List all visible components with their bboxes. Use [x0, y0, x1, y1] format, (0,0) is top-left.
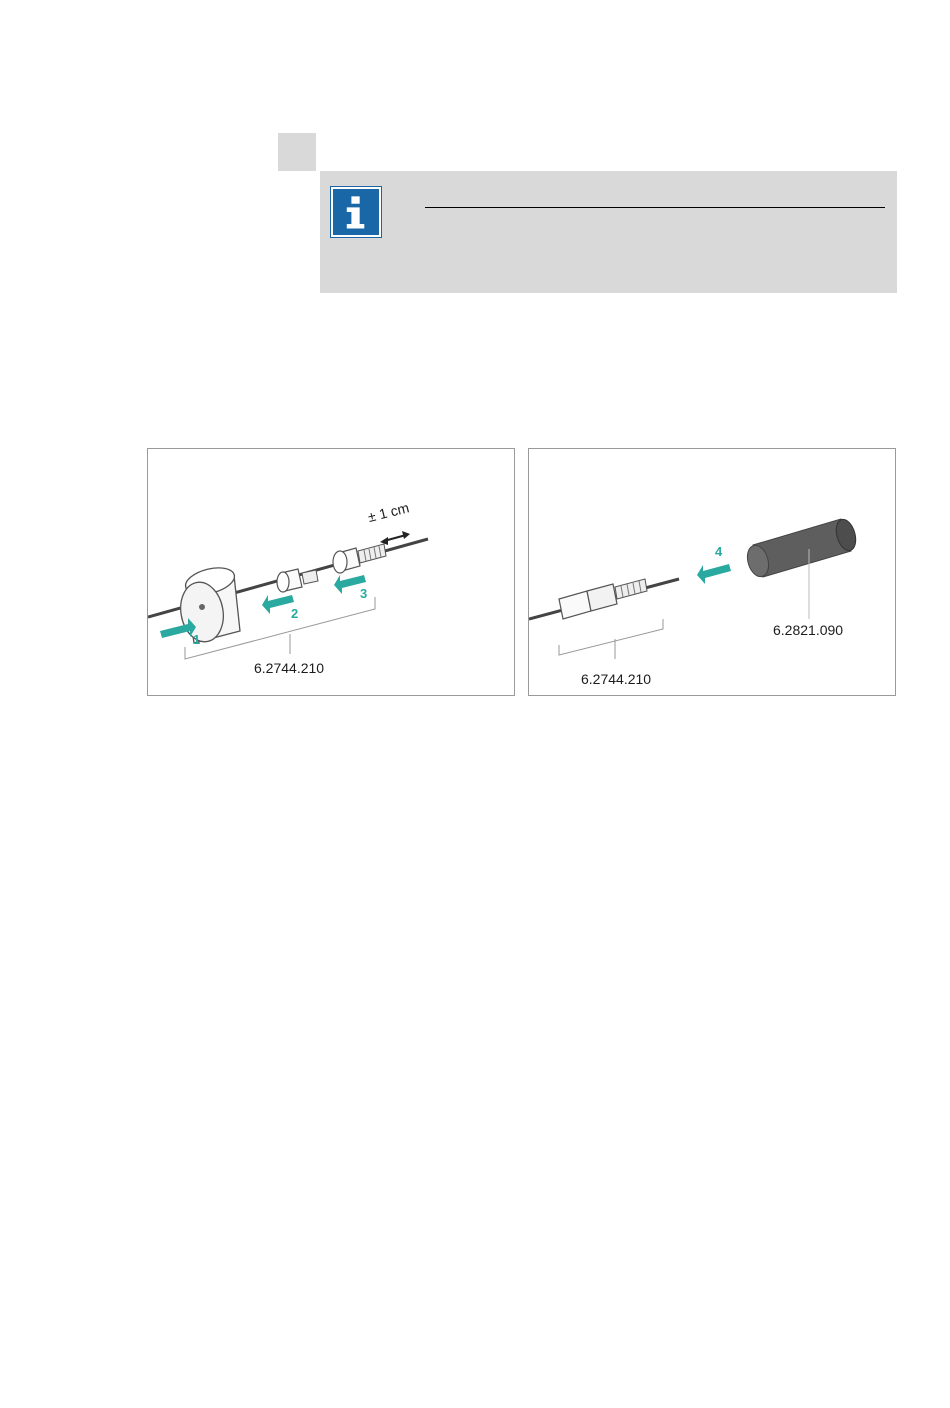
- protective-cap: [744, 517, 859, 619]
- step-arrow-1: [160, 618, 196, 638]
- step-label-4: 4: [715, 544, 723, 559]
- step-label-1: 1: [193, 632, 201, 647]
- cap-assembly-illustration: [529, 449, 895, 695]
- dimension-label: ± 1 cm: [366, 499, 411, 525]
- step-label-2: 2: [291, 606, 299, 621]
- connector-fitting: [559, 579, 647, 619]
- cap-part-number: 6.2821.090: [773, 622, 844, 638]
- step-label-3: 3: [360, 586, 368, 601]
- cylinder-body: [176, 563, 240, 645]
- figure-disassembly: [147, 448, 515, 696]
- note-title-divider: [425, 207, 885, 208]
- step-arrow-4: [697, 564, 731, 584]
- step-marker-box: [278, 133, 316, 171]
- info-icon: [331, 187, 381, 237]
- part-number-label: 6.2744.210: [254, 660, 325, 676]
- figure-cap-assembly: [528, 448, 896, 696]
- connector-part-number: 6.2744.210: [581, 671, 652, 687]
- step-arrow-2: [262, 595, 294, 614]
- info-note: [320, 171, 897, 293]
- fitting-nut-1: [277, 569, 318, 592]
- fitting-nut-2: [333, 544, 386, 573]
- dimension-arrow: [380, 531, 410, 545]
- disassembly-illustration: [148, 449, 514, 695]
